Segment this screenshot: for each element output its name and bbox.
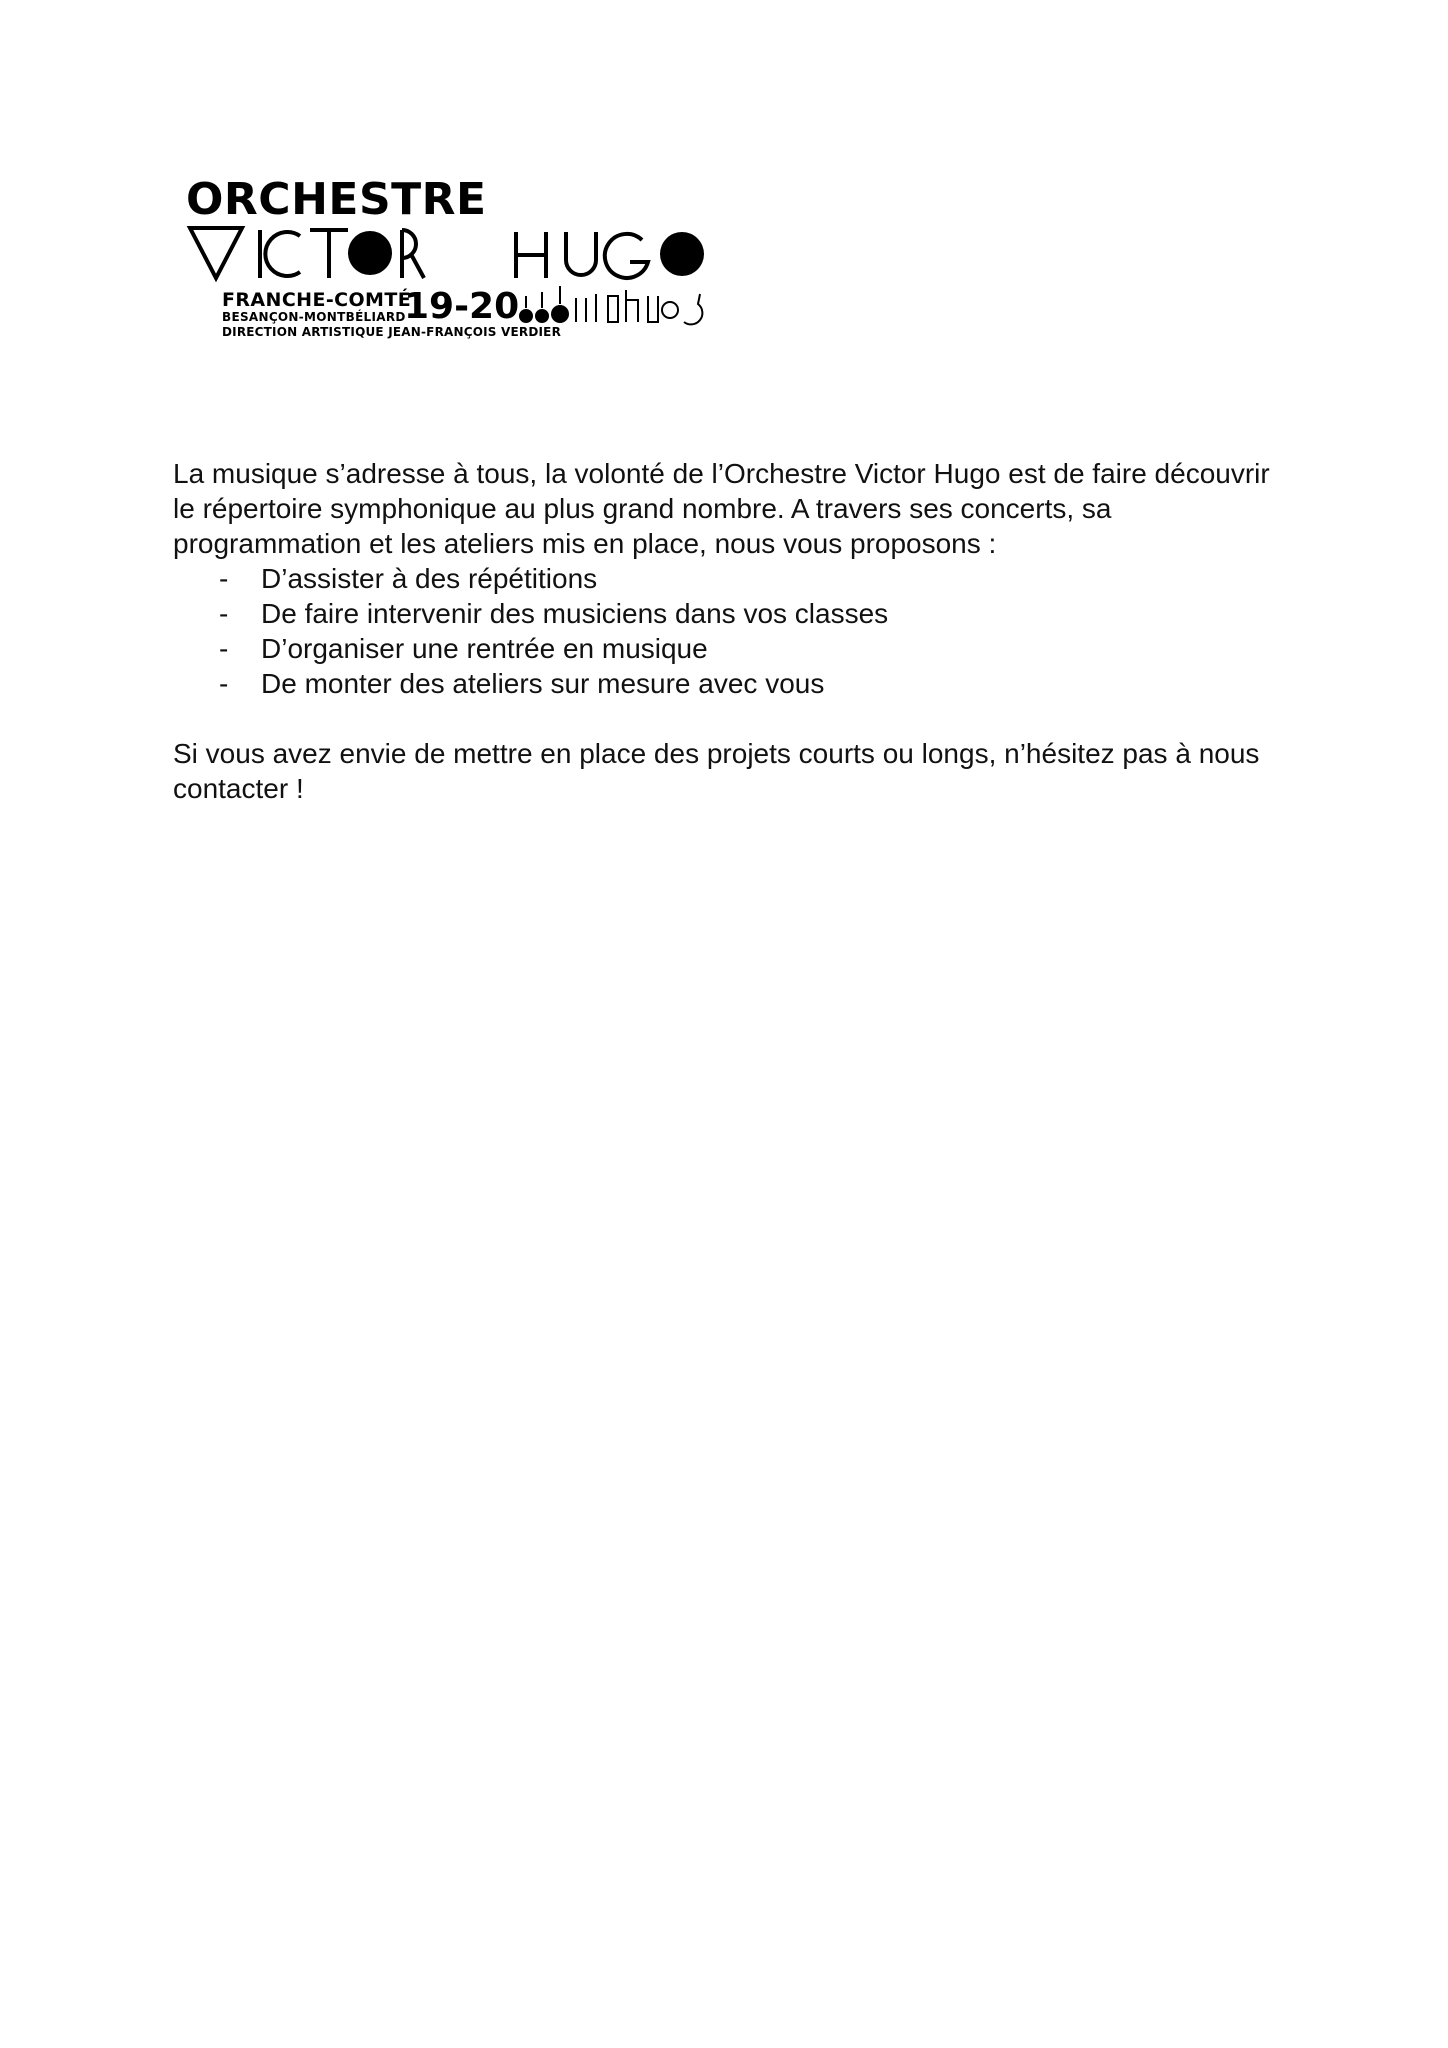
- list-bullet-dash: -: [219, 598, 229, 629]
- logo-region: FRANCHE-COMTÉ: [222, 289, 412, 311]
- list-item-text: D’organiser une rentrée en musique: [261, 633, 708, 664]
- orchestra-logo: [186, 174, 706, 348]
- paragraph-spacer: [173, 701, 1293, 736]
- logo-season-label: 19-20: [404, 286, 520, 327]
- list-bullet-dash: -: [219, 668, 229, 699]
- list-item: [173, 561, 1293, 596]
- logo-direction: DIRECTION ARTISTIQUE JEAN-FRANÇOIS VERDIER: [222, 325, 562, 339]
- intro-paragraph: La musique s’adresse à tous, la volonté de l’Orchestre Victor Hugo est de faire découvrir le répertoire symphonique au plus grand nombre. A travers ses concerts, sa programmation et les ateliers mis en place, nous vous proposons :: [173, 458, 1270, 559]
- logo-season-instruments: [404, 282, 704, 330]
- offer-list: [173, 561, 1293, 701]
- document-body: [173, 456, 1293, 806]
- list-bullet-dash: -: [219, 563, 229, 594]
- list-item: [173, 631, 1293, 666]
- list-item-text: De monter des ateliers sur mesure avec vous: [261, 668, 825, 699]
- closing-paragraph: Si vous avez envie de mettre en place des projets courts ou longs, n’hésitez pas à nous contacter !: [173, 738, 1260, 804]
- list-item-text: D’assister à des répétitions: [261, 563, 598, 594]
- logo-victor-hugo-wordmark: [186, 222, 706, 288]
- logo-cities: BESANÇON-MONTBÉLIARD: [222, 310, 406, 324]
- list-item: [173, 596, 1293, 631]
- list-item: [173, 666, 1293, 701]
- list-item-text: De faire intervenir des musiciens dans vos classes: [261, 598, 889, 629]
- list-bullet-dash: -: [219, 633, 229, 664]
- logo-orchestre-text: ORCHESTRE: [186, 174, 487, 225]
